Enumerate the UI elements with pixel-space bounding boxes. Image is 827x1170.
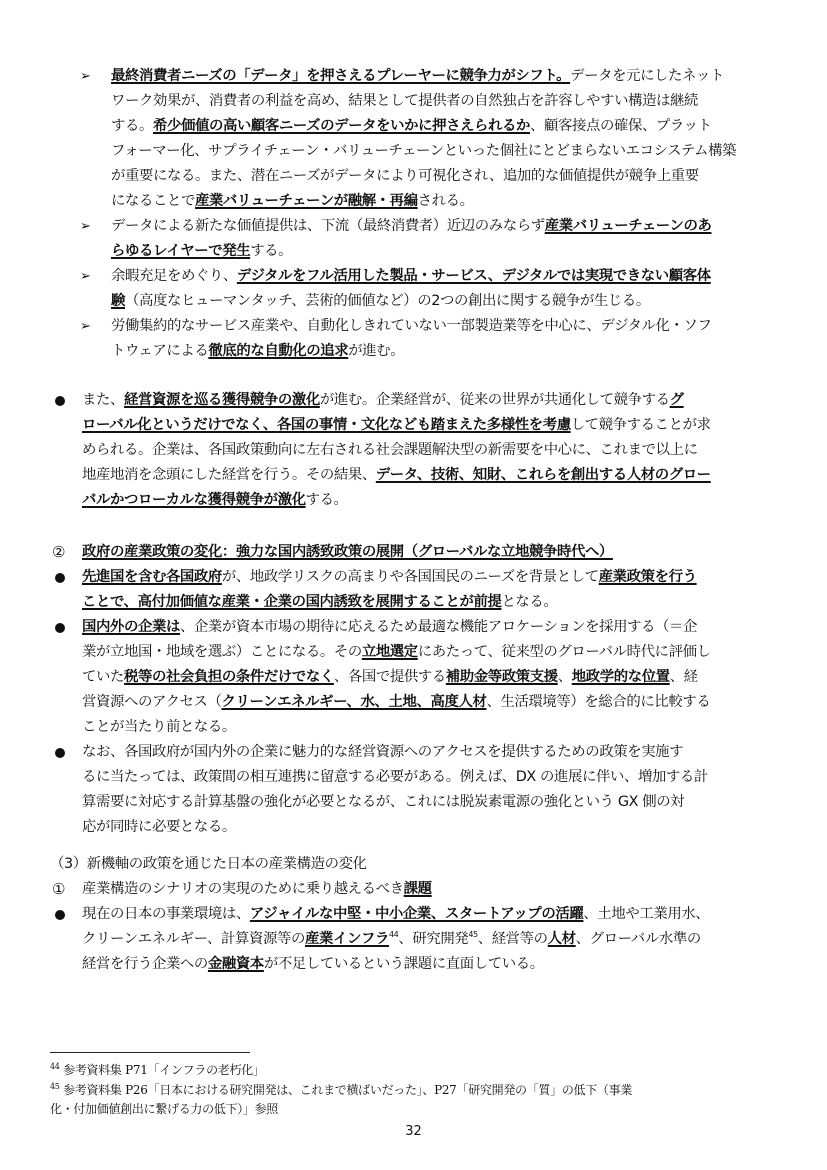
- text-run: 、各国で提供する: [333, 669, 446, 685]
- emphasis: 産業バリューチェーンのあ: [544, 218, 712, 234]
- text-line: められる。企業は、各国政策動向に左右される社会課題解決型の新需要を中心に、これまで以上に: [82, 442, 698, 458]
- section-heading-2: [82, 540, 613, 565]
- arrow-item-2: [111, 214, 711, 264]
- footnote-divider: [50, 1052, 250, 1053]
- emphasis: 人材: [547, 931, 576, 947]
- section-heading-3: [50, 852, 367, 877]
- footnote-number: 45: [50, 1082, 60, 1091]
- emphasis: 課題: [403, 881, 432, 897]
- text-run: 現在の日本の事業環境は、: [82, 906, 250, 922]
- text-run: データを元にしたネット: [570, 68, 725, 84]
- text-run: 、企業が資本市場の期待に応えるため最適な機能アロケーションを採用する（＝企: [179, 619, 698, 635]
- emphasis: 補助金等政策支援: [445, 669, 558, 685]
- emphasis: 産業バリューチェーンが融解・再編: [194, 193, 418, 209]
- text-run: 営資源へのアクセス（: [82, 694, 222, 710]
- emphasis: 産業政策を行う: [598, 569, 697, 585]
- text-run: する。: [111, 118, 153, 134]
- emphasis: デジタルをフル活用した製品・サービス、デジタルでは実現できない顧客体: [236, 268, 711, 284]
- text-line: [82, 877, 432, 902]
- arrow-item-1: [111, 64, 736, 214]
- bullet-item-2: [82, 565, 697, 615]
- bullet-dot-icon: [55, 396, 65, 406]
- circled-number-icon: ②: [52, 543, 66, 561]
- text-run: 経営を行う企業への: [82, 956, 208, 972]
- emphasis: らゆるレイヤーで発生: [111, 243, 251, 259]
- text-run: 、経営等の: [477, 931, 548, 947]
- text-line: が重要になる。また、潜在ニーズがデータにより可視化され、追加的な価値提供が競争上重要: [111, 168, 699, 184]
- bullet-item-1: [82, 388, 711, 513]
- emphasis: グ: [669, 392, 684, 408]
- text-run: また、: [82, 392, 124, 408]
- text-run: が、地政学リスクの高まりや各国国民のニーズを背景として: [221, 569, 599, 585]
- text-run: する。: [305, 492, 348, 508]
- emphasis: 先進国を含む各国政府: [82, 569, 222, 585]
- emphasis: 国内外の企業は: [82, 619, 180, 635]
- text-line: [82, 690, 711, 715]
- text-run: 産業構造のシナリオの実現のために乗り越えるべき: [82, 881, 404, 897]
- text-line: [82, 590, 697, 615]
- text-run: データによる新たな価値提供は、下流（最終消費者）近辺のみならず: [111, 218, 545, 234]
- text-run: ていた: [82, 669, 124, 685]
- text-run: される。: [417, 193, 474, 209]
- bullet-dot-icon: [55, 748, 65, 758]
- bullet-dot-icon: [55, 910, 65, 920]
- emphasis: ローバル化というだけでなく、: [82, 417, 277, 433]
- emphasis: 希少価値の高い顧客ニーズのデータをいかに押さえられるか: [152, 118, 531, 134]
- emphasis: データ、技術、知財、これらを創出する人材のグロー: [375, 467, 711, 483]
- text-line: [111, 239, 711, 264]
- text-run: 、生活環境等）を総合的に比較する: [486, 694, 711, 710]
- text-line: [82, 565, 697, 590]
- text-line: [82, 615, 711, 640]
- bullet-dot-icon: [55, 623, 65, 633]
- text-line: [82, 952, 709, 977]
- text-line: 政府の産業政策の変化：強力な国内誘致政策の展開（グローバルな立地競争時代へ）: [82, 544, 613, 560]
- emphasis: 経営資源を巡る獲得競争の激化: [123, 392, 320, 408]
- text-line: [111, 264, 711, 289]
- text-run: 、顧客接点の確保、プラット: [530, 118, 712, 134]
- bullet-dot-icon: [55, 573, 65, 583]
- emphasis: 徹底的な自動化の追求: [208, 343, 349, 359]
- text-run: 、土地や工業用水、: [583, 906, 710, 922]
- text-run: 、: [557, 669, 572, 685]
- text-line: [82, 665, 711, 690]
- footnote-45-continued: 化・付加価値創出に繋げる力の低下）」参照: [50, 1102, 279, 1116]
- text-run: 、グローバル水準の: [575, 931, 701, 947]
- text-run: が不足しているという課題に直面している。: [263, 956, 544, 972]
- bullet-item-4: [82, 740, 708, 840]
- text-run: 、研究開発: [398, 931, 469, 947]
- emphasis: 最終消費者ニーズの「データ」を押さえるプレーヤーに競争力がシフト。: [111, 68, 571, 84]
- footnote-45: [50, 1081, 632, 1099]
- text-line: [111, 289, 711, 314]
- emphasis: アジャイルな中堅・中小企業、スタートアップの活躍: [249, 906, 584, 922]
- text-line: [82, 388, 711, 413]
- footnote-number: 44: [50, 1062, 60, 1071]
- text-line: ことが当たり前となる。: [82, 719, 236, 735]
- text-line: （3）新機軸の政策を通じた日本の産業構造の変化: [50, 856, 367, 872]
- text-line: [111, 339, 711, 364]
- footnote-ref[interactable]: 45: [468, 930, 478, 940]
- text-run: （高度なヒューマンタッチ、芸術的価値など）の2つの創出に関する競争が生じる。: [125, 293, 650, 309]
- text-line: [82, 640, 711, 665]
- emphasis: 験: [111, 293, 125, 309]
- text-run: 余暇充足をめぐり、: [111, 268, 237, 284]
- emphasis: 立地選定: [361, 644, 418, 660]
- footnote-text: 参考資料集 P26「日本における研究開発は、これまで横ばいだった」、P27「研究開発の「質」の低下（事業: [63, 1083, 633, 1097]
- arrow-item-4: [111, 314, 711, 364]
- arrow-bullet-icon: ➢: [80, 69, 91, 84]
- text-run: クリーンエネルギー、計算資源等の: [82, 931, 305, 947]
- text-run: が進む。: [348, 343, 405, 359]
- page-number: 32: [405, 1124, 422, 1139]
- circled-number-icon: ①: [52, 880, 66, 898]
- arrow-bullet-icon: ➢: [80, 319, 91, 334]
- text-run: して競争することが求: [570, 417, 711, 433]
- footnote-text: 参考資料集 P71「インフラの老朽化」: [63, 1063, 265, 1077]
- text-line: [82, 488, 711, 513]
- text-line: [82, 902, 709, 927]
- text-line: ワーク効果が、消費者の利益を高め、結果として提供者の自然独占を許容しやすい構造は継続: [111, 93, 699, 109]
- text-line: [111, 64, 736, 89]
- subheading-1: [82, 877, 432, 902]
- text-run: になることで: [111, 193, 195, 209]
- emphasis: 産業インフラ: [305, 931, 389, 947]
- emphasis: 各国の事情・文化なども踏まえた多様性を考慮: [276, 417, 571, 433]
- text-run: する。: [250, 243, 293, 259]
- text-run: にあたって、従来型のグローバル時代に評価し: [417, 644, 711, 660]
- emphasis: クリーンエネルギー、水、土地、高度人材: [221, 694, 487, 710]
- emphasis: 税等の社会負担の条件だけでなく: [123, 669, 334, 685]
- text-run: 地産地消を念頭にした経営を行う。その結果、: [82, 467, 376, 483]
- text-line: [111, 189, 736, 214]
- emphasis: 地政学的な位置: [571, 669, 670, 685]
- text-run: が進む。企業経営が、従来の世界が共通化して競争する: [319, 392, 670, 408]
- text-run: トウェアによる: [111, 343, 209, 359]
- emphasis: 金融資本: [207, 956, 264, 972]
- text-line: 算需要に対応する計算基盤の強化が必要となるが、これには脱炭素電源の強化という GX 側の対: [82, 794, 685, 810]
- text-line: なお、各国政府が国内外の企業に魅力的な経営資源へのアクセスを提供するための政策を実施す: [82, 744, 684, 760]
- text-line: 応が同時に必要となる。: [82, 819, 236, 835]
- text-line: [111, 214, 711, 239]
- footnote-44: [50, 1061, 265, 1079]
- footnote-ref[interactable]: 44: [388, 930, 399, 940]
- text-line: 労働集約的なサービス産業や、自動化しきれていない一部製造業等を中心に、デジタル化・ソフ: [111, 318, 712, 334]
- emphasis: ことで、高付加価値な産業・企業の国内誘致を展開することが前提: [82, 594, 502, 610]
- arrow-item-3: [111, 264, 711, 314]
- text-line: るに当たっては、政策間の相互連携に留意する必要がある。例えば、DX の進展に伴い、増加する計: [82, 769, 708, 785]
- text-run: 業が立地国・地域を選ぶ）ことになる。その: [82, 644, 362, 660]
- arrow-bullet-icon: ➢: [80, 219, 91, 234]
- text-run: となる。: [501, 594, 558, 610]
- bullet-item-5: [82, 902, 709, 977]
- text-run: 、経: [669, 669, 698, 685]
- text-line: [82, 463, 711, 488]
- text-line: [82, 927, 709, 952]
- arrow-bullet-icon: ➢: [80, 269, 91, 284]
- text-line: フォーマー化、サプライチェーン・バリューチェーンといった個社にとどまらないエコシステム構築: [111, 143, 737, 159]
- emphasis: バルかつローカルな獲得競争が激化: [82, 492, 306, 508]
- text-line: [111, 114, 736, 139]
- bullet-item-3: [82, 615, 711, 740]
- text-line: [82, 413, 711, 438]
